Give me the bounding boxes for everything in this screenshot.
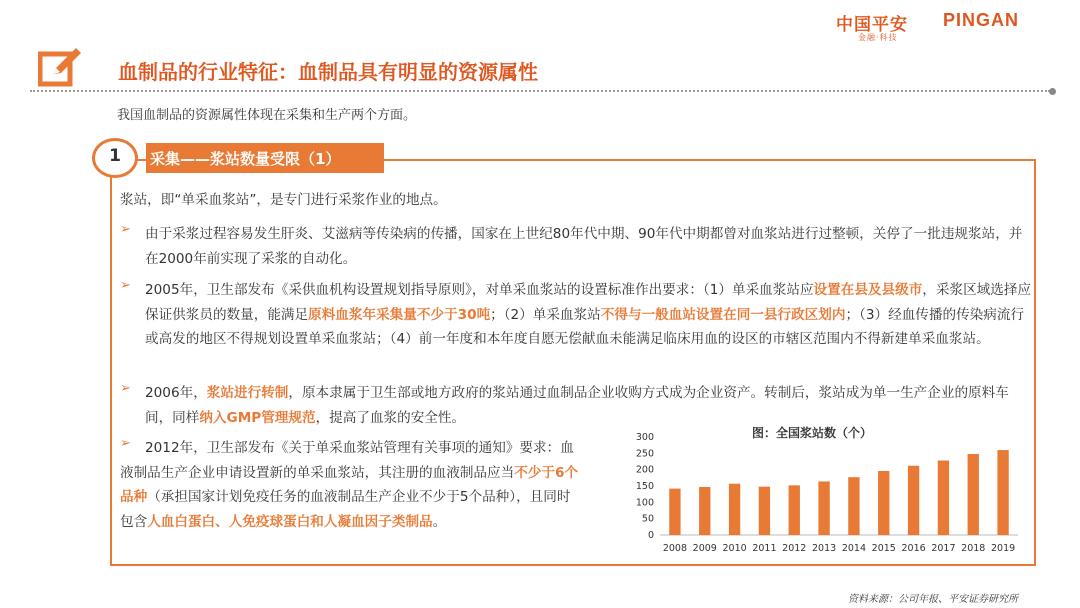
bullet-2012-text: （承担国家计划免疫任务的血液制品生产企业不少于5个品种），且同时包含 [120, 489, 571, 530]
y-tick-label: 150 [635, 481, 654, 492]
edit-pencil-icon [38, 46, 82, 90]
highlight-text: 人血白蛋白、人免疫球蛋白和人凝血因子类制品 [147, 513, 433, 530]
y-tick-label: 0 [647, 530, 654, 541]
bullet-2006-text: ，原本隶属于卫生部或地方政府的浆站通过血制品企业收购方式成为企业资产。转制后，浆站成为单一生产企业的原料车间，同样 [145, 385, 1009, 426]
brand-logo-cn: 中国平安 [836, 15, 908, 35]
bullet-2005-text: ；（2）单采血浆站 [490, 306, 601, 323]
bullet-2012-text: 2012年，卫生部发布《关于单采血浆站管理有关事项的通知》要求：血液制品生产企业申请设置新的单采血浆站，其注册的血液制品应当 [120, 440, 574, 481]
source-note: 资料来源：公司年报、平安证券研究所 [848, 594, 1018, 605]
bullet-2006-text: ，提高了血浆的安全性。 [315, 409, 466, 426]
chart-bar [997, 450, 1008, 535]
x-tick-label: 2019 [990, 543, 1016, 554]
brand-logo-tagline: 金融·科技 [858, 33, 898, 42]
highlight-text: 不少于6个品种 [120, 464, 579, 505]
chart-bar [789, 485, 800, 535]
section-header-label: 采集——浆站数量受限（1） [150, 150, 341, 168]
bullet-2005-text: 2005年，卫生部发布《采供血机构设置规划指导原则》，对单采血浆站的设置标准作出要求：（1）单采血浆站应 [145, 282, 814, 298]
page-title: 血制品的行业特征：血制品具有明显的资源属性 [118, 60, 538, 84]
bullet-2005-text: ；（3）经血传播的传染病流行或高发的地区不得规划设置单采血浆站；（4）前一年度和本年度自愿无偿献血未能满足临床用血的设区的市辖区范围内不得新建单采血浆站。 [145, 306, 1025, 347]
chart-bar [699, 487, 710, 535]
plasma-station-bar-chart [622, 420, 1032, 560]
chart-bar [759, 487, 770, 535]
chart-bar [848, 477, 859, 535]
bullet-2012-text: 。 [432, 513, 447, 530]
y-tick-label: 200 [635, 464, 654, 476]
chart-title: 图：全国浆站数（个） [752, 426, 873, 440]
highlight-text: 原料血浆年采集量不少于30吨 [308, 306, 491, 323]
divider-end-dot [1049, 88, 1056, 95]
bullet-2012 [120, 436, 582, 534]
arrow-bullet-icon: ➢ [120, 436, 131, 451]
x-tick-label: 2013 [811, 543, 837, 554]
bullet-2006-text: 2006年， [145, 385, 207, 401]
definition-text: 浆站，即“单采血浆站”，是专门进行采浆作业的地点。 [120, 192, 447, 208]
arrow-bullet-icon: ➢ [120, 222, 131, 237]
chart-bar [968, 454, 979, 535]
highlight-text: 纳入GMP管理规范 [199, 409, 316, 426]
title-divider [30, 90, 1050, 92]
brand-logo-en: PINGAN [943, 10, 1020, 30]
y-tick-label: 300 [635, 432, 654, 443]
arrow-bullet-icon: ➢ [120, 381, 131, 396]
bullet-2005 [145, 278, 1033, 352]
chart-bar [818, 481, 829, 535]
arrow-bullet-icon: ➢ [120, 278, 131, 293]
bullet-history [145, 222, 1033, 271]
highlight-text: 不得与一般血站设置在同一县行政区划内 [600, 306, 846, 323]
intro-text: 我国血制品的资源属性体现在采集和生产两个方面。 [117, 108, 417, 123]
x-tick-label: 2009 [692, 543, 717, 554]
x-tick-label: 2016 [901, 543, 926, 554]
highlight-text: 浆站进行转制 [206, 385, 289, 401]
x-tick-label: 2012 [782, 543, 807, 554]
x-tick-label: 2010 [722, 543, 747, 554]
x-tick-label: 2008 [662, 543, 688, 554]
bullet-history-text: 由于采浆过程容易发生肝炎、艾滋病等传染病的传播，国家在上世纪80年代中期、90年代中期都曾对血浆站进行过整顿，关停了一批违规浆站，并在2000年前实现了采浆的自动化。 [145, 226, 1023, 267]
chart-bar [908, 466, 919, 535]
chart-bar [669, 489, 680, 535]
x-tick-label: 2011 [752, 543, 777, 554]
bullet-2005-text: ，采浆区域选择应保证供浆员的数量，能满足 [145, 282, 1032, 323]
chart-bar [878, 471, 889, 535]
x-tick-label: 2017 [931, 543, 956, 554]
y-tick-label: 250 [635, 448, 654, 460]
chart-bar [729, 484, 740, 535]
x-tick-label: 2018 [961, 543, 986, 554]
y-tick-label: 50 [641, 513, 654, 525]
x-tick-label: 2014 [841, 543, 867, 554]
x-tick-label: 2015 [871, 543, 896, 554]
highlight-text: 设置在县及县级市 [813, 282, 923, 298]
chart-bar [938, 461, 949, 535]
section-number: 1 [109, 146, 121, 166]
y-tick-label: 100 [635, 497, 654, 509]
